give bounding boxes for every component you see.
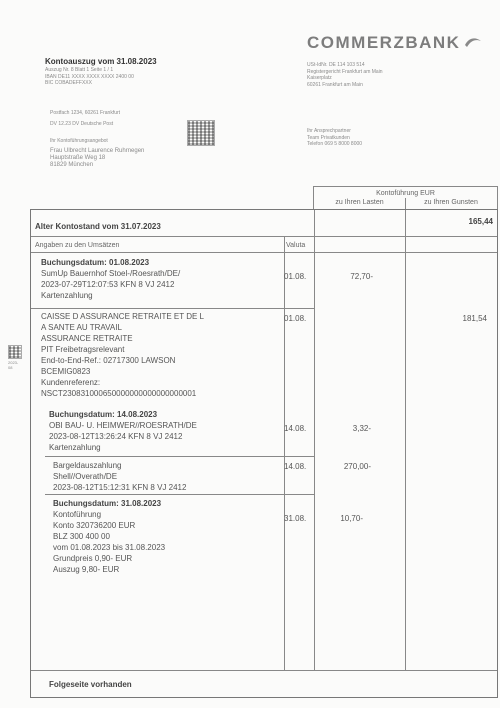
entry-line: Kontoführung	[53, 510, 102, 519]
entry-line: Kundenreferenz:	[41, 378, 101, 387]
column-group-header	[313, 186, 498, 209]
debit-amount: 72,70-	[350, 272, 373, 281]
debit-amount: 3,32-	[352, 424, 371, 433]
transaction-entry	[41, 311, 204, 399]
account-info-line: Auszug Nr. 8 Blatt 1 Seite 1 / 1	[45, 67, 114, 73]
credit-amount: 181,54	[462, 314, 487, 323]
entry-line: BCEMIG0823	[41, 367, 91, 376]
contact-info-line: Team Privatkunden	[307, 134, 350, 141]
account-info-line: BIC COBADEFFXXX	[45, 80, 92, 86]
booking-date: Buchungsdatum: 31.08.2023	[53, 499, 162, 508]
recipient-line: Hauptstraße Weg 18	[50, 155, 106, 161]
entry-line: NSCT230831000650000000000000000001	[41, 389, 197, 398]
entry-line: Grundpreis 0,90- EUR	[53, 554, 133, 563]
entry-line: PIT Freibetragsrelevant	[41, 345, 125, 354]
account-info	[45, 67, 134, 87]
postage-line: DV 12.23 DV Deutsche Post	[50, 120, 114, 127]
bank-info-line: 60261 Frankfurt am Main	[307, 81, 363, 88]
transaction-entry	[53, 498, 165, 575]
entry-line: End-to-End-Ref.: 02717300 LAWSON	[41, 356, 176, 365]
transactions-table	[30, 209, 498, 698]
entry-line: CAISSE D ASSURANCE RETRAITE ET DE L	[41, 312, 205, 321]
booking-date: Buchungsdatum: 14.08.2023	[49, 410, 158, 419]
transaction-entry	[53, 460, 186, 493]
recipient-line: Frau Ulbrecht Laurence Ruhrnegen	[50, 148, 145, 154]
old-balance-amount: 165,44	[468, 217, 493, 226]
bank-info-line: Registergericht Frankfurt am Main	[307, 68, 383, 75]
debit-amount: 270,00-	[343, 462, 371, 471]
datamatrix-code	[187, 120, 215, 146]
valuta-date: 14.08.	[284, 424, 307, 433]
account-info-line: IBAN DE11 XXXX XXXX XXXX 2400 00	[45, 73, 134, 80]
margin-text: 2023-08	[8, 360, 19, 370]
entry-line: Konto 320736200 EUR	[53, 521, 136, 530]
postage-line: Postfach 1234, 60261 Frankfurt	[50, 110, 121, 116]
valuta-date: 14.08.	[284, 462, 307, 471]
valuta-column-label: Valuta	[286, 242, 306, 249]
transaction-entry	[41, 257, 180, 301]
entry-line: Kartenzahlung	[49, 443, 101, 452]
entry-line: Auszug 9,80- EUR	[53, 565, 120, 574]
sender-line: Ihr Kontoführungsangebot	[50, 138, 108, 144]
margin-code	[8, 345, 22, 359]
entry-line: Shell//Overath/DE	[53, 472, 118, 481]
booking-date: Buchungsdatum: 01.08.2023	[41, 258, 150, 267]
recipient-line: 81829 München	[50, 162, 94, 168]
transaction-entry	[49, 409, 197, 453]
bank-info-line: USt-IdNr. DE 114 103 514	[307, 62, 365, 68]
valuta-date: 01.08.	[284, 314, 307, 323]
contact-info-line: Telefon 069 5 8000 8000	[307, 141, 363, 147]
ribbon-icon	[464, 34, 482, 48]
bank-name: COMMERZBANK	[307, 33, 461, 52]
old-balance-label: Alter Kontostand vom 31.07.2023	[35, 222, 161, 231]
column-group-label: Kontoführung EUR	[376, 190, 435, 197]
bank-info-line: Kaiserplatz	[307, 75, 332, 81]
entry-line: vom 01.08.2023 bis 31.08.2023	[53, 543, 166, 552]
entry-line: Bargeldauszahlung	[53, 461, 122, 470]
entry-line: SumUp Bauernhof Stoel-/Roesrath/DE/	[41, 269, 181, 278]
entry-line: BLZ 300 400 00	[53, 532, 110, 541]
valuta-date: 01.08.	[284, 272, 307, 281]
debit-column-label: zu Ihren Lasten	[335, 199, 384, 206]
bank-logo	[307, 33, 482, 53]
next-page-note: Folgeseite vorhanden	[49, 680, 132, 689]
debit-amount: 10,70-	[340, 514, 363, 523]
entry-line: 2023-08-12T13:26:24 KFN 8 VJ 2412	[49, 432, 183, 441]
entry-line: ASSURANCE RETRAITE	[41, 334, 133, 343]
bank-info	[307, 62, 383, 88]
entry-line: 2023-08-12T15:12:31 KFN 8 VJ 2412	[53, 483, 187, 492]
valuta-date: 31.08.	[284, 514, 307, 523]
recipient-address	[50, 148, 144, 169]
entry-line: 2023-07-29T12:07:53 KFN 8 VJ 2412	[41, 280, 175, 289]
description-column-label: Angaben zu den Umsätzen	[35, 242, 120, 249]
credit-column-label: zu Ihren Gunsten	[424, 199, 478, 206]
statement-title: Kontoauszug vom 31.08.2023	[45, 57, 157, 66]
contact-info-line: Ihr Ansprechpartner	[307, 128, 351, 134]
postage-info	[50, 110, 120, 127]
entry-line: Kartenzahlung	[41, 291, 93, 300]
entry-line: OBI BAU- U. HEIMWER//ROESRATH/DE	[49, 421, 197, 430]
contact-info	[307, 128, 362, 148]
entry-line: A SANTE AU TRAVAIL	[41, 323, 122, 332]
